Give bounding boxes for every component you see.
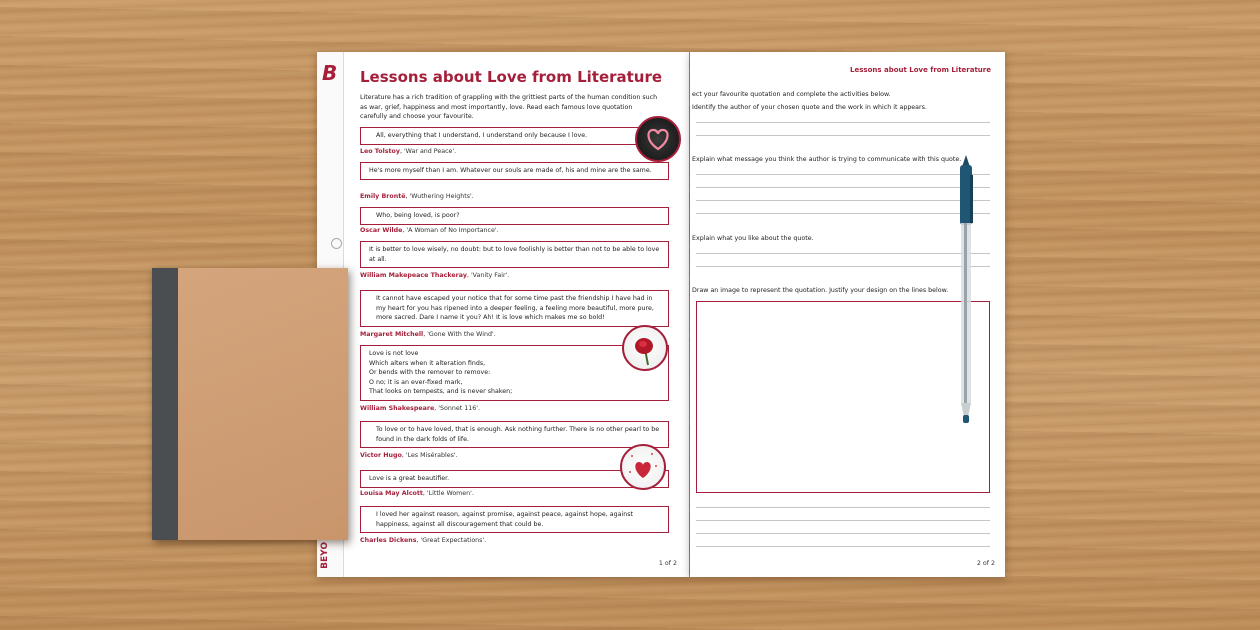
heart-photo-icon bbox=[635, 116, 681, 162]
answer-line bbox=[696, 135, 990, 136]
author-name: Charles Dickens bbox=[360, 537, 417, 544]
answer-line bbox=[696, 187, 990, 188]
activity-instructions: ect your favourite quotation and complete the activities below. bbox=[692, 91, 891, 98]
author-name: Emily Brontë bbox=[360, 193, 406, 200]
author-name: William Shakespeare bbox=[360, 405, 435, 412]
page-title: Lessons about Love from Literature bbox=[360, 68, 663, 86]
answer-line bbox=[696, 122, 990, 123]
quote-box-6: Love is not love Which alters when it alteration finds, Or bends with the remover to remove: O no; it is an ever-fixed mark, That looks on tempests, and is never shaken; bbox=[360, 345, 669, 401]
quote-box-5: It cannot have escaped your notice that for some time past the friendship I have had in my heart for you has ripened into a deeper feeling, a feeling more beautiful, more pure, more sacred. Dare I name it you? Ah! It is love which makes me so bold! bbox=[360, 290, 669, 327]
quote-box-4: It is better to love wisely, no doubt: but to love foolishly is better than not to be able to love at all. bbox=[360, 241, 669, 268]
answer-line bbox=[696, 213, 990, 214]
answer-line bbox=[696, 546, 990, 547]
rose-photo-icon bbox=[622, 325, 668, 371]
quote-box-8: Love is a great beautifier. bbox=[360, 470, 669, 488]
quote-author-3 bbox=[360, 227, 499, 234]
worksheet-page-1 bbox=[317, 52, 689, 577]
quote-box-3: Who, being loved, is poor? bbox=[360, 207, 669, 225]
quote-author-9 bbox=[360, 537, 486, 544]
drawing-area[interactable] bbox=[696, 301, 990, 493]
author-name: William Makepeace Thackeray bbox=[360, 272, 467, 279]
quote-author-8 bbox=[360, 490, 474, 497]
quote-author-7 bbox=[360, 452, 458, 459]
quote-author-2 bbox=[360, 193, 474, 200]
work-title: , 'Great Expectations'. bbox=[416, 537, 487, 544]
work-title: , 'A Woman of No Importance'. bbox=[402, 227, 499, 234]
page-number: 2 of 2 bbox=[976, 560, 995, 567]
work-title: , 'Vanity Fair'. bbox=[466, 272, 510, 279]
work-title: , 'Gone With the Wind'. bbox=[423, 331, 496, 338]
brand-logo: B bbox=[322, 61, 338, 85]
answer-line bbox=[696, 174, 990, 175]
quote-box-9: I loved her against reason, against promise, against peace, against hope, against happiness, against all discouragement that could be. bbox=[360, 506, 669, 533]
punch-hole bbox=[331, 238, 342, 249]
work-title: , 'Little Women'. bbox=[422, 490, 474, 497]
work-title: , 'Les Misérables'. bbox=[401, 452, 458, 459]
notebook bbox=[152, 268, 348, 540]
answer-line bbox=[696, 520, 990, 521]
author-name: Leo Tolstoy bbox=[360, 148, 400, 155]
author-name: Oscar Wilde bbox=[360, 227, 403, 234]
task-3: Explain what you like about the quote. bbox=[692, 235, 814, 242]
quote-box-1: All, everything that I understand, I understand only because I love. bbox=[360, 127, 669, 145]
answer-line bbox=[696, 200, 990, 201]
work-title: , 'War and Peace'. bbox=[399, 148, 457, 155]
author-name: Victor Hugo bbox=[360, 452, 402, 459]
author-name: Louisa May Alcott bbox=[360, 490, 423, 497]
answer-line bbox=[696, 266, 990, 267]
brand-text: BEYO bbox=[320, 542, 330, 569]
answer-line bbox=[696, 253, 990, 254]
task-4: Draw an image to represent the quotation. Justify your design on the lines below. bbox=[692, 287, 949, 294]
quote-box-2: He's more myself than I am. Whatever our souls are made of, his and mine are the same. bbox=[360, 162, 669, 180]
answer-line bbox=[696, 533, 990, 534]
task-2: Explain what message you think the author is trying to communicate with this quote. bbox=[692, 156, 962, 163]
page-header-title: Lessons about Love from Literature bbox=[850, 66, 991, 74]
work-title: , 'Sonnet 116'. bbox=[434, 405, 480, 412]
task-1: Identify the author of your chosen quote and the work in which it appears. bbox=[692, 104, 927, 111]
author-name: Margaret Mitchell bbox=[360, 331, 424, 338]
notebook-cover bbox=[178, 268, 348, 540]
quote-author-4 bbox=[360, 272, 509, 279]
intro-text: Literature has a rich tradition of grappling with the grittiest parts of the human condition such as war, grief, happiness and most importantly, love. Read each famous love quotation carefully and choose your favourite. bbox=[360, 94, 658, 121]
quote-box-7: To love or to have loved, that is enough. Ask nothing further. There is no other pearl to be found in the dark folds of life. bbox=[360, 421, 669, 448]
quote-author-1 bbox=[360, 148, 456, 155]
heart-sprinkles-photo-icon bbox=[620, 444, 666, 490]
page-number: 1 of 2 bbox=[658, 560, 677, 567]
pen-icon bbox=[954, 155, 978, 425]
quote-author-5 bbox=[360, 331, 496, 338]
notebook-spine bbox=[152, 268, 178, 540]
answer-line bbox=[696, 507, 990, 508]
work-title: , 'Wuthering Heights'. bbox=[405, 193, 474, 200]
quote-author-6 bbox=[360, 405, 480, 412]
